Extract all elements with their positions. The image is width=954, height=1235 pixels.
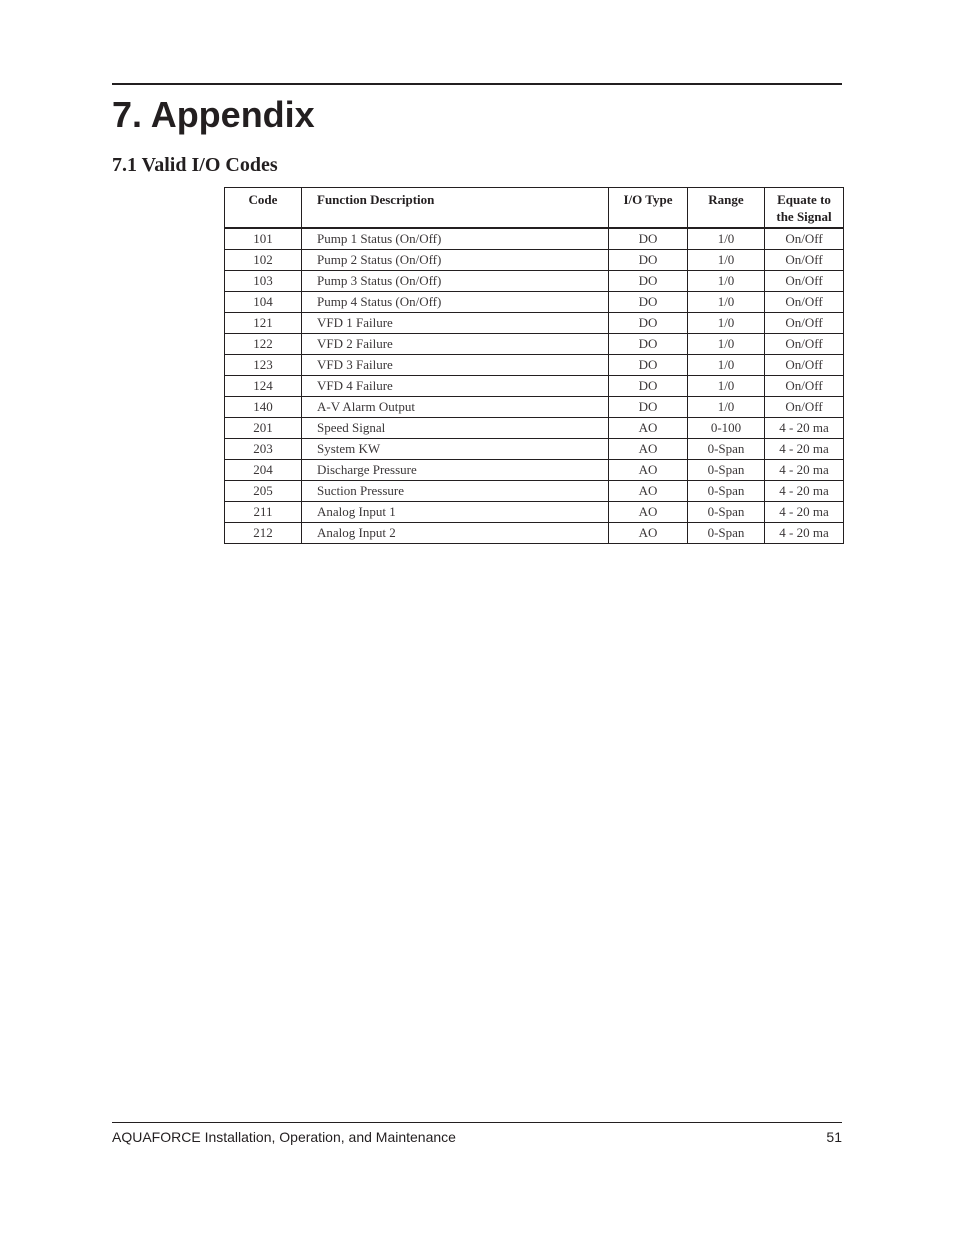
cell-range: 1/0 [688, 228, 765, 250]
cell-function-description: Pump 3 Status (On/Off) [302, 271, 609, 292]
cell-function-description: Speed Signal [302, 418, 609, 439]
cell-equate-to-signal: On/Off [765, 271, 844, 292]
cell-function-description: Pump 2 Status (On/Off) [302, 250, 609, 271]
cell-io-type: DO [609, 292, 688, 313]
cell-range: 0-Span [688, 502, 765, 523]
cell-equate-to-signal: 4 - 20 ma [765, 523, 844, 544]
cell-code: 102 [225, 250, 302, 271]
cell-code: 122 [225, 334, 302, 355]
cell-range: 1/0 [688, 271, 765, 292]
table-row [225, 228, 844, 250]
cell-code: 212 [225, 523, 302, 544]
table-row [225, 334, 844, 355]
cell-equate-to-signal: 4 - 20 ma [765, 418, 844, 439]
cell-function-description: Discharge Pressure [302, 460, 609, 481]
cell-function-description: VFD 1 Failure [302, 313, 609, 334]
cell-io-type: DO [609, 334, 688, 355]
cell-equate-to-signal: 4 - 20 ma [765, 502, 844, 523]
cell-range: 1/0 [688, 313, 765, 334]
cell-function-description: Suction Pressure [302, 481, 609, 502]
cell-code: 201 [225, 418, 302, 439]
cell-function-description: Analog Input 2 [302, 523, 609, 544]
cell-io-type: DO [609, 313, 688, 334]
cell-range: 0-100 [688, 418, 765, 439]
cell-function-description: VFD 2 Failure [302, 334, 609, 355]
header-equate-to-signal: Equate to the Signal [765, 188, 844, 229]
cell-function-description: A-V Alarm Output [302, 397, 609, 418]
footer-rule [112, 1122, 842, 1123]
table-row [225, 313, 844, 334]
cell-range: 1/0 [688, 250, 765, 271]
table-row [225, 418, 844, 439]
table-row [225, 460, 844, 481]
cell-code: 140 [225, 397, 302, 418]
section-title: 7.1 Valid I/O Codes [112, 154, 278, 176]
chapter-rule [112, 83, 842, 85]
cell-io-type: AO [609, 523, 688, 544]
cell-equate-to-signal: On/Off [765, 397, 844, 418]
table-header-row [225, 188, 844, 229]
cell-range: 1/0 [688, 376, 765, 397]
cell-io-type: DO [609, 271, 688, 292]
table-body [225, 228, 844, 544]
cell-code: 204 [225, 460, 302, 481]
cell-code: 103 [225, 271, 302, 292]
header-code: Code [225, 188, 302, 229]
cell-function-description: Analog Input 1 [302, 502, 609, 523]
cell-io-type: DO [609, 228, 688, 250]
io-codes-table [224, 187, 844, 544]
footer-page-number: 51 [826, 1129, 842, 1145]
cell-code: 203 [225, 439, 302, 460]
cell-equate-to-signal: On/Off [765, 313, 844, 334]
cell-code: 121 [225, 313, 302, 334]
cell-io-type: DO [609, 250, 688, 271]
chapter-title: 7. Appendix [112, 94, 315, 135]
table-row [225, 250, 844, 271]
cell-range: 1/0 [688, 355, 765, 376]
table-row [225, 376, 844, 397]
cell-equate-to-signal: On/Off [765, 334, 844, 355]
header-function-description: Function Description [302, 188, 609, 229]
cell-io-type: DO [609, 397, 688, 418]
cell-equate-to-signal: 4 - 20 ma [765, 439, 844, 460]
cell-equate-to-signal: On/Off [765, 228, 844, 250]
cell-io-type: AO [609, 502, 688, 523]
table-row [225, 397, 844, 418]
cell-equate-to-signal: 4 - 20 ma [765, 460, 844, 481]
cell-equate-to-signal: On/Off [765, 250, 844, 271]
table-row [225, 523, 844, 544]
cell-function-description: Pump 1 Status (On/Off) [302, 228, 609, 250]
cell-code: 104 [225, 292, 302, 313]
cell-io-type: AO [609, 439, 688, 460]
cell-io-type: AO [609, 481, 688, 502]
cell-code: 205 [225, 481, 302, 502]
header-io-type: I/O Type [609, 188, 688, 229]
cell-range: 0-Span [688, 460, 765, 481]
table-row [225, 502, 844, 523]
cell-equate-to-signal: On/Off [765, 376, 844, 397]
cell-code: 101 [225, 228, 302, 250]
cell-code: 211 [225, 502, 302, 523]
cell-io-type: DO [609, 355, 688, 376]
cell-range: 0-Span [688, 523, 765, 544]
header-range: Range [688, 188, 765, 229]
table-row [225, 439, 844, 460]
cell-function-description: System KW [302, 439, 609, 460]
cell-code: 124 [225, 376, 302, 397]
footer-document-title: AQUAFORCE Installation, Operation, and Maintenance [112, 1129, 456, 1145]
cell-io-type: DO [609, 376, 688, 397]
table-row [225, 355, 844, 376]
cell-range: 0-Span [688, 439, 765, 460]
cell-range: 1/0 [688, 397, 765, 418]
cell-function-description: VFD 4 Failure [302, 376, 609, 397]
cell-equate-to-signal: On/Off [765, 355, 844, 376]
table-row [225, 481, 844, 502]
table-row [225, 271, 844, 292]
cell-range: 1/0 [688, 292, 765, 313]
cell-equate-to-signal: On/Off [765, 292, 844, 313]
cell-function-description: Pump 4 Status (On/Off) [302, 292, 609, 313]
cell-code: 123 [225, 355, 302, 376]
cell-range: 1/0 [688, 334, 765, 355]
cell-io-type: AO [609, 418, 688, 439]
cell-function-description: VFD 3 Failure [302, 355, 609, 376]
cell-equate-to-signal: 4 - 20 ma [765, 481, 844, 502]
table-row [225, 292, 844, 313]
cell-io-type: AO [609, 460, 688, 481]
cell-range: 0-Span [688, 481, 765, 502]
